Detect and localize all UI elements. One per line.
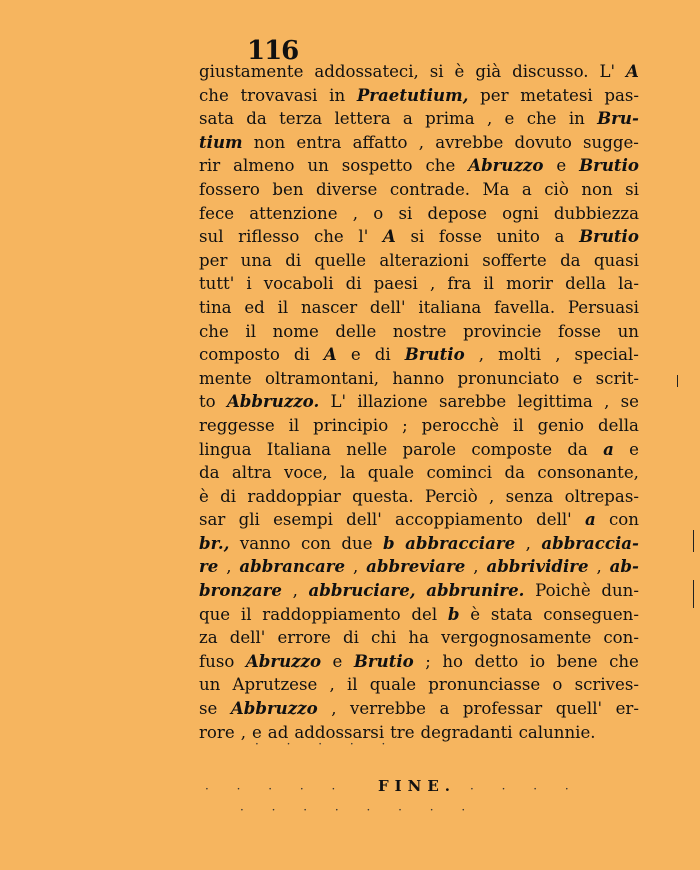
- word: un: [617, 321, 639, 341]
- word: da: [560, 250, 581, 270]
- word: ,: [604, 392, 610, 412]
- word: vanno: [239, 533, 291, 553]
- word: della: [565, 274, 607, 294]
- word: di: [345, 274, 362, 294]
- text-line: [199, 461, 639, 485]
- word: Abruzzo: [468, 155, 544, 176]
- word: tina: [199, 297, 232, 317]
- speckle-row: · · · · ·: [255, 737, 398, 751]
- word: sul: [199, 227, 224, 247]
- word: la-: [618, 274, 639, 294]
- word: dovuto: [514, 132, 572, 152]
- word: alterazioni: [379, 250, 469, 270]
- word: vergognosamente: [441, 628, 592, 648]
- word: ab-: [609, 556, 639, 577]
- word: Poichè: [535, 581, 591, 601]
- word: un: [307, 156, 329, 176]
- word: Brutio: [353, 650, 414, 671]
- word: conseguen-: [543, 604, 639, 624]
- text-line: [199, 626, 639, 650]
- word: abbrancare: [239, 556, 346, 577]
- word: ha: [408, 628, 429, 648]
- word: la: [340, 463, 356, 483]
- word: dell': [369, 297, 406, 317]
- word: abbruciare,: [308, 580, 416, 601]
- word: una: [240, 250, 272, 270]
- text-line: [199, 60, 639, 84]
- word: da: [504, 463, 526, 483]
- word: due: [341, 533, 373, 553]
- word: vocaboli: [263, 274, 334, 294]
- word: a: [439, 699, 450, 719]
- text-line: [199, 249, 639, 273]
- word: senza: [505, 486, 554, 506]
- word: abbracciare: [405, 532, 516, 553]
- word: non: [581, 179, 613, 199]
- word: quelle: [314, 250, 367, 270]
- word: reggesse: [199, 415, 275, 435]
- text-line: [199, 225, 639, 249]
- word: che: [199, 85, 229, 105]
- word: che: [609, 651, 639, 671]
- text-line: [199, 508, 639, 532]
- word: calunnie.: [518, 722, 596, 742]
- margin-mark: [677, 375, 678, 387]
- word: quale: [369, 675, 417, 695]
- word: fossero: [199, 179, 260, 199]
- word: oltramontani,: [265, 368, 380, 388]
- margin-mark: [693, 580, 694, 608]
- word: pronunciato: [457, 368, 560, 388]
- word: a: [585, 509, 596, 530]
- word: contrade.: [389, 179, 471, 199]
- word: parole: [402, 439, 457, 459]
- text-line: [199, 320, 639, 344]
- word: ben: [272, 179, 304, 199]
- word: consonante,: [537, 463, 639, 483]
- word: ,: [329, 675, 335, 695]
- word: Abbruzzo: [230, 698, 318, 719]
- word: avrebbe: [435, 132, 504, 152]
- word: metatesi: [520, 85, 593, 105]
- word: e: [332, 651, 343, 671]
- word: quell': [555, 699, 603, 719]
- word: almeno: [233, 156, 295, 176]
- word: Aprutzese: [232, 675, 318, 695]
- word: fuso: [199, 651, 235, 671]
- word: Praetutium,: [356, 84, 469, 105]
- word: A: [382, 226, 396, 247]
- word: entra: [296, 132, 342, 152]
- word: dell': [229, 628, 266, 648]
- text-line: [199, 579, 639, 603]
- text-line: [199, 532, 639, 556]
- word: hanno: [392, 368, 445, 388]
- word: composto: [199, 345, 280, 365]
- word: scrit-: [595, 368, 639, 388]
- margin-mark: [693, 530, 694, 552]
- word: b: [447, 603, 460, 624]
- word: di: [342, 628, 359, 648]
- word: provincie: [463, 321, 542, 341]
- word: che: [199, 321, 229, 341]
- text-line: [199, 414, 639, 438]
- word: da: [246, 109, 267, 129]
- word: sofferte: [482, 250, 547, 270]
- text-line: [199, 367, 639, 391]
- word: que: [199, 604, 231, 624]
- word: ,: [486, 109, 493, 129]
- word: ,: [489, 486, 495, 506]
- closing-word: FINE.: [378, 777, 457, 795]
- word: si: [429, 62, 444, 81]
- word: pas-: [604, 85, 639, 105]
- word: ,: [240, 722, 246, 742]
- word: lettera: [334, 109, 391, 129]
- word: genio: [537, 415, 585, 435]
- word: si: [398, 203, 413, 223]
- word: illazione: [357, 392, 428, 412]
- word: legittima: [517, 392, 593, 412]
- word: tre: [390, 722, 415, 742]
- word: io: [529, 651, 546, 671]
- word: molti: [498, 345, 542, 365]
- word: sata: [199, 109, 234, 129]
- word: un: [199, 675, 221, 695]
- word: voce,: [284, 463, 328, 483]
- word: a: [554, 227, 565, 247]
- word: per: [199, 250, 228, 270]
- word: a: [603, 438, 614, 459]
- word: attenzione: [249, 203, 338, 223]
- text-line: [199, 296, 639, 320]
- word: a: [521, 179, 532, 199]
- word: ,: [596, 557, 602, 577]
- word: unito: [496, 227, 540, 247]
- word: professar: [462, 699, 543, 719]
- word: prima: [425, 109, 475, 129]
- word: stata: [490, 604, 533, 624]
- word: affatto: [352, 132, 408, 152]
- word: terza: [279, 109, 323, 129]
- word: ,: [331, 699, 337, 719]
- word: chi: [371, 628, 397, 648]
- word: di: [374, 345, 391, 365]
- text-line: [199, 650, 639, 674]
- speckle-row: · · · · · · · ·: [240, 803, 478, 817]
- word: ciò: [544, 179, 569, 199]
- word: il: [346, 675, 358, 695]
- text-line: [199, 272, 639, 296]
- word: Brutio: [404, 344, 465, 365]
- word: e: [251, 722, 262, 742]
- word: cominci: [426, 463, 493, 483]
- word: bronzare: [199, 580, 282, 601]
- text-line: [199, 673, 639, 697]
- word: questa.: [352, 486, 414, 506]
- word: Bru-: [597, 108, 639, 129]
- word: l': [358, 227, 369, 247]
- word: è: [454, 62, 465, 81]
- word: se: [620, 392, 639, 412]
- word: diverse: [315, 179, 378, 199]
- text-line: [199, 390, 639, 414]
- word: a: [402, 109, 413, 129]
- word: di: [285, 250, 302, 270]
- word: L': [330, 392, 347, 412]
- word: accoppiamento: [395, 510, 523, 530]
- word: mente: [199, 368, 252, 388]
- word: sar: [199, 510, 226, 530]
- text-line: [199, 202, 639, 226]
- word: abbraccia-: [541, 532, 639, 553]
- word: dell': [346, 510, 382, 530]
- text-line: [199, 438, 639, 462]
- word: paesi: [373, 274, 418, 294]
- word: ,: [473, 557, 479, 577]
- word: tium: [199, 131, 243, 152]
- word: bene: [556, 651, 598, 671]
- text-line: [199, 131, 639, 155]
- word: abbreviare: [366, 556, 466, 577]
- word: di: [293, 345, 310, 365]
- word: sospetto: [341, 156, 413, 176]
- word: che: [526, 109, 557, 129]
- word: addossarsi: [294, 722, 385, 742]
- word: trovavasi: [240, 85, 318, 105]
- word: ,: [555, 345, 561, 365]
- word: nelle: [346, 439, 388, 459]
- word: giustamente: [199, 62, 304, 81]
- text-line: [199, 697, 639, 721]
- word: con: [609, 510, 639, 530]
- word: errore: [277, 628, 331, 648]
- word: è: [199, 486, 209, 506]
- word: Brutio: [579, 226, 639, 247]
- word: ed: [244, 297, 265, 317]
- body-text: [199, 60, 639, 744]
- word: ,: [525, 533, 531, 553]
- word: abbrividire: [486, 556, 589, 577]
- word: addossateci,: [314, 62, 419, 81]
- word: special-: [574, 345, 639, 365]
- word: fece: [199, 203, 235, 223]
- word: per: [480, 85, 509, 105]
- word: dun-: [601, 581, 639, 601]
- word: riflesso: [238, 227, 300, 247]
- word: non: [253, 132, 286, 152]
- word: pronunciasse: [428, 675, 541, 695]
- word: raddoppiamento: [262, 604, 401, 624]
- text-line: [199, 84, 639, 108]
- word: er-: [615, 699, 639, 719]
- word: si: [625, 179, 639, 199]
- word: lingua: [199, 439, 252, 459]
- word: degradanti: [420, 722, 513, 742]
- word: discusso.: [512, 62, 589, 81]
- word: perocchè: [421, 415, 500, 435]
- word: sugge-: [583, 132, 639, 152]
- speckle-row: · · · · ·: [205, 782, 348, 796]
- word: italiana: [418, 297, 482, 317]
- word: L': [599, 62, 616, 81]
- page-number: 116: [247, 36, 299, 66]
- word: già: [475, 62, 502, 81]
- word: verrebbe: [349, 699, 426, 719]
- word: il: [245, 321, 257, 341]
- word: del: [411, 604, 438, 624]
- word: il: [277, 297, 289, 317]
- word: ;: [425, 651, 431, 671]
- word: e: [350, 345, 361, 365]
- word: sarebbe: [439, 392, 507, 412]
- word: to: [199, 392, 216, 412]
- word: gli: [238, 510, 260, 530]
- word: delle: [335, 321, 377, 341]
- word: e: [629, 439, 639, 459]
- word: Italiana: [266, 439, 332, 459]
- word: che: [425, 156, 456, 176]
- word: oltrepas-: [564, 486, 639, 506]
- word: esempi: [273, 510, 333, 530]
- word: in: [329, 85, 346, 105]
- speckle-row: · · · ·: [470, 782, 581, 796]
- word: di: [220, 486, 237, 506]
- word: con-: [603, 628, 639, 648]
- word: Perciò: [424, 486, 478, 506]
- word: morir: [506, 274, 553, 294]
- word: detto: [474, 651, 519, 671]
- word: ,: [226, 557, 232, 577]
- word: se: [199, 699, 218, 719]
- word: con: [300, 533, 331, 553]
- word: ho: [442, 651, 464, 671]
- text-line: [199, 555, 639, 579]
- word: ad: [267, 722, 289, 742]
- word: ,: [352, 203, 359, 223]
- word: raddoppiar: [247, 486, 341, 506]
- word: Persuasi: [567, 297, 639, 317]
- word: tutt': [199, 274, 235, 294]
- word: b: [383, 532, 395, 553]
- word: ,: [352, 557, 359, 577]
- word: nome: [272, 321, 319, 341]
- word: rir: [199, 156, 221, 176]
- word: ;: [402, 415, 408, 435]
- word: altra: [231, 463, 272, 483]
- word: da: [199, 463, 220, 483]
- word: in: [568, 109, 585, 129]
- word: il: [288, 415, 300, 435]
- word: e: [504, 109, 515, 129]
- word: abbrunire.: [426, 580, 525, 601]
- word: fosse: [558, 321, 601, 341]
- word: ,: [292, 581, 298, 601]
- word: ,: [478, 345, 485, 365]
- word: favella.: [494, 297, 556, 317]
- word: i: [246, 274, 252, 294]
- word: della: [597, 415, 639, 435]
- word: Abruzzo: [245, 650, 322, 671]
- word: e: [572, 368, 583, 388]
- word: Ma: [482, 179, 510, 199]
- word: che: [313, 227, 344, 247]
- text-line: [199, 154, 639, 178]
- text-line: [199, 485, 639, 509]
- word: A: [323, 344, 337, 365]
- word: nostre: [392, 321, 447, 341]
- word: fra: [447, 274, 472, 294]
- word: za: [199, 628, 218, 648]
- word: Abbruzzo.: [226, 391, 320, 412]
- word: ,: [418, 132, 424, 152]
- word: Brutio: [579, 155, 639, 176]
- word: dubbiezza: [553, 203, 639, 223]
- word: ,: [429, 274, 436, 294]
- text-line: [199, 343, 639, 367]
- word: e: [556, 156, 567, 176]
- word: o: [373, 203, 384, 223]
- word: scrives-: [574, 675, 639, 695]
- word: dell': [536, 510, 572, 530]
- text-line: [199, 178, 639, 202]
- word: o: [552, 675, 563, 695]
- word: è: [470, 604, 481, 624]
- word: si: [410, 227, 425, 247]
- word: fosse: [438, 227, 482, 247]
- word: A: [626, 61, 639, 81]
- word: da: [567, 439, 588, 459]
- word: br.,: [199, 532, 230, 553]
- word: rore: [199, 722, 235, 742]
- word: composte: [471, 439, 553, 459]
- word: principio: [313, 415, 389, 435]
- text-line: [199, 107, 639, 131]
- word: ogni: [502, 203, 539, 223]
- word: quasi: [593, 250, 639, 270]
- word: quale: [367, 463, 415, 483]
- word: il: [513, 415, 524, 435]
- word: depose: [427, 203, 487, 223]
- word: il: [240, 604, 252, 624]
- text-line: [199, 603, 639, 627]
- word: il: [483, 274, 494, 294]
- word: re: [199, 556, 219, 577]
- word: nascer: [300, 297, 358, 317]
